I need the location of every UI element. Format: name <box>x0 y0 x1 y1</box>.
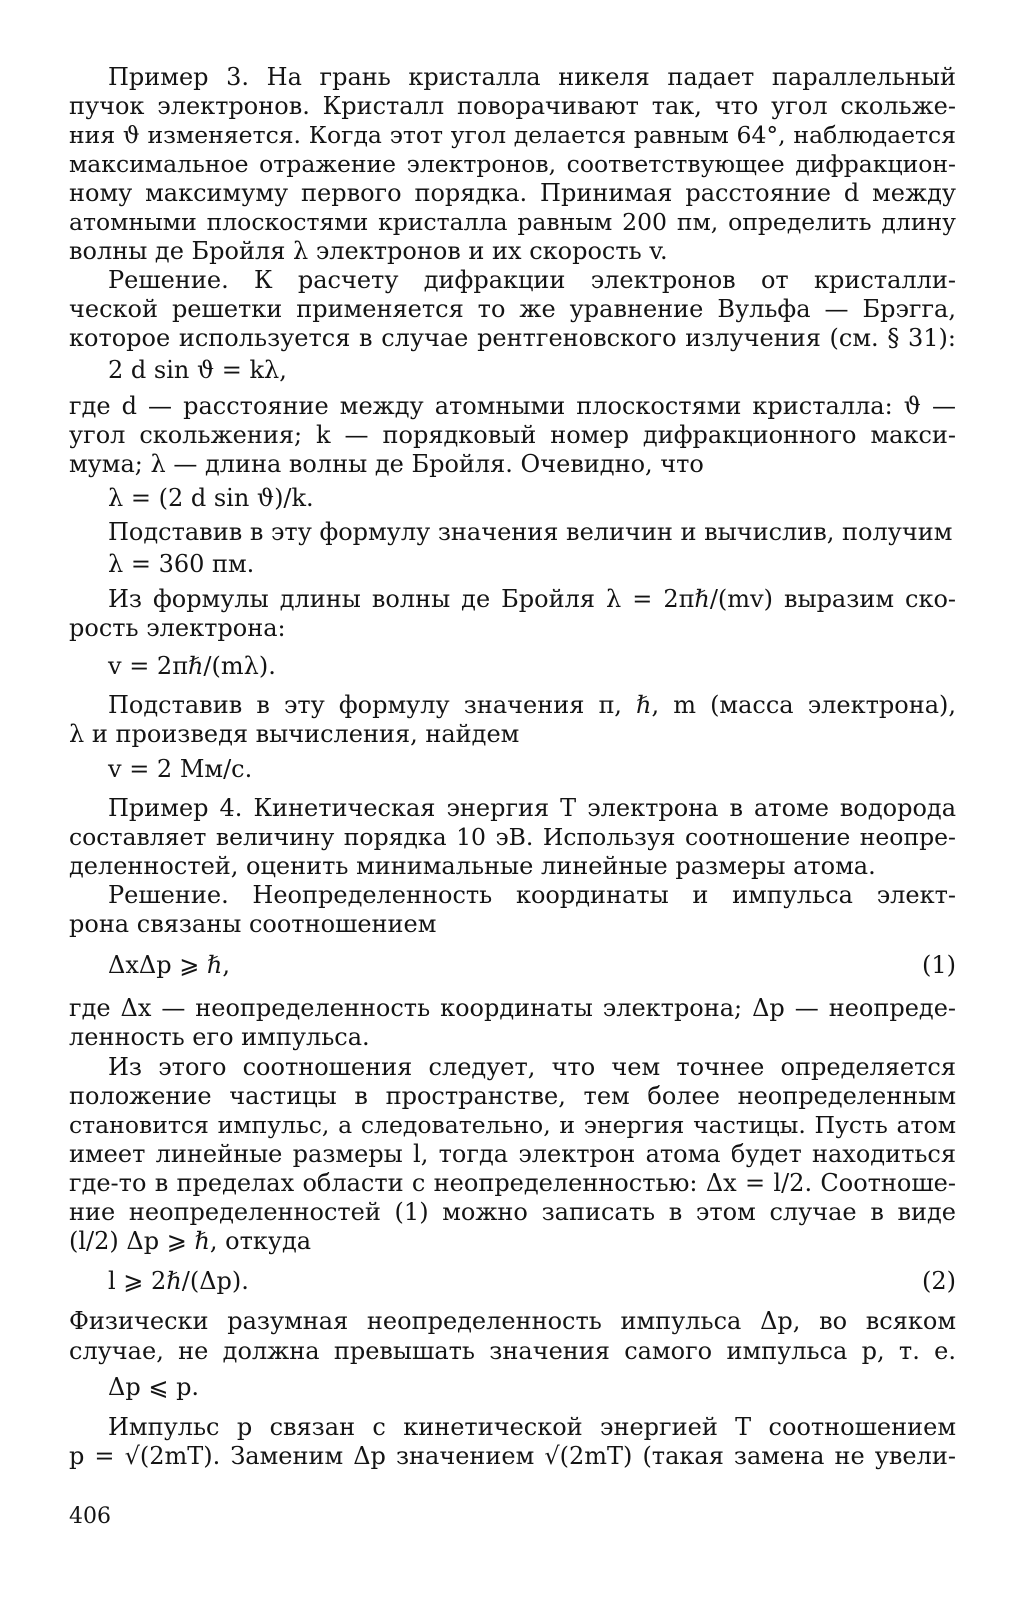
equation: v = 2 Мм/с. <box>108 755 253 783</box>
text-line: имеет линейные размеры l, тогда электрон атома будет находиться <box>69 1140 956 1168</box>
text-line: ленность его импульса. <box>69 1023 370 1051</box>
text-line: где d — расстояние между атомными плоскостями кристалла: ϑ — <box>69 392 956 420</box>
text-line: где-то в пределах области с неопределенностью: Δx = l/2. Соотноше- <box>69 1169 956 1197</box>
text-line: Импульс p связан с кинетической энергией T соотношением <box>108 1413 956 1441</box>
equation: v = 2πℏ/(mλ). <box>108 652 276 680</box>
text-line: положение частицы в пространстве, тем более неопределенным <box>69 1082 956 1110</box>
text-line: волны де Бройля λ электронов и их скорость v. <box>69 237 668 265</box>
text-line: ному максимуму первого порядка. Принимая расстояние d между <box>69 179 956 207</box>
text-line: ческой решетки применяется то же уравнение Вульфа — Брэгга, <box>69 295 956 323</box>
text-line: мума; λ — длина волны де Бройля. Очевидно, что <box>69 450 704 478</box>
equation: l ⩾ 2ℏ/(Δp). <box>108 1267 249 1295</box>
text-line: пучок электронов. Кристалл поворачивают так, что угол скольже- <box>69 92 956 120</box>
text-line: Решение. К расчету дифракции электронов от кристалли- <box>108 266 956 294</box>
equation: 2 d sin ϑ = kλ, <box>108 356 287 384</box>
text-line: угол скольжения; k — порядковый номер дифракционного макси- <box>69 421 956 449</box>
equation: λ = 360 пм. <box>108 550 255 578</box>
text-line: Подставив в эту формулу значения величин и вычислив, получим <box>108 518 953 546</box>
equation-number: (1) <box>922 951 956 979</box>
text-line: Решение. Неопределенность координаты и импульса элект- <box>108 881 956 909</box>
text-line: Подставив в эту формулу значения π, ℏ, m (масса электрона), <box>108 691 956 719</box>
text-line: ния ϑ изменяется. Когда этот угол делается равным 64°, наблюдается <box>69 121 956 149</box>
text-line: составляет величину порядка 10 эВ. Используя соотношение неопре- <box>69 823 956 851</box>
text-line: Из этого соотношения следует, что чем точнее определяется <box>108 1053 956 1081</box>
text-line: (l/2) Δp ⩾ ℏ, откуда <box>69 1227 312 1255</box>
text-line: Из формулы длины волны де Бройля λ = 2πℏ/(mv) выразим ско- <box>108 585 956 613</box>
text-line: деленностей, оценить минимальные линейные размеры атома. <box>69 852 876 880</box>
text-line: случае, не должна превышать значения самого импульса p, т. е. <box>69 1337 956 1365</box>
text-line: рона связаны соотношением <box>69 910 437 938</box>
text-line: Физически разумная неопределенность импульса Δp, во всяком <box>69 1307 956 1335</box>
text-line: становится импульс, а следовательно, и энергия частицы. Пусть атом <box>69 1111 956 1139</box>
text-line: где Δx — неопределенность координаты электрона; Δp — неопреде- <box>69 994 956 1022</box>
equation: λ = (2 d sin ϑ)/k. <box>108 484 314 512</box>
text-line: максимальное отражение электронов, соответствующее дифракцион- <box>69 150 956 178</box>
text-line: атомными плоскостями кристалла равным 200 пм, определить длину <box>69 208 956 236</box>
page-number: 406 <box>69 1504 111 1529</box>
equation: Δp ⩽ p. <box>108 1373 200 1401</box>
equation: ΔxΔp ⩾ ℏ, <box>108 951 231 979</box>
text-line: Пример 4. Кинетическая энергия T электрона в атоме водорода <box>108 794 956 822</box>
text-line: Пример 3. На грань кристалла никеля падает параллельный <box>108 63 956 91</box>
equation-number: (2) <box>922 1267 956 1295</box>
text-line: ние неопределенностей (1) можно записать в этом случае в виде <box>69 1198 956 1226</box>
text-line: рость электрона: <box>69 614 286 642</box>
text-line: λ и произведя вычисления, найдем <box>69 720 520 748</box>
text-line: p = √(2mT). Заменим Δp значением √(2mT) (такая замена не увели- <box>69 1442 956 1470</box>
text-line: которое используется в случае рентгеновского излучения (см. § 31): <box>69 324 956 352</box>
